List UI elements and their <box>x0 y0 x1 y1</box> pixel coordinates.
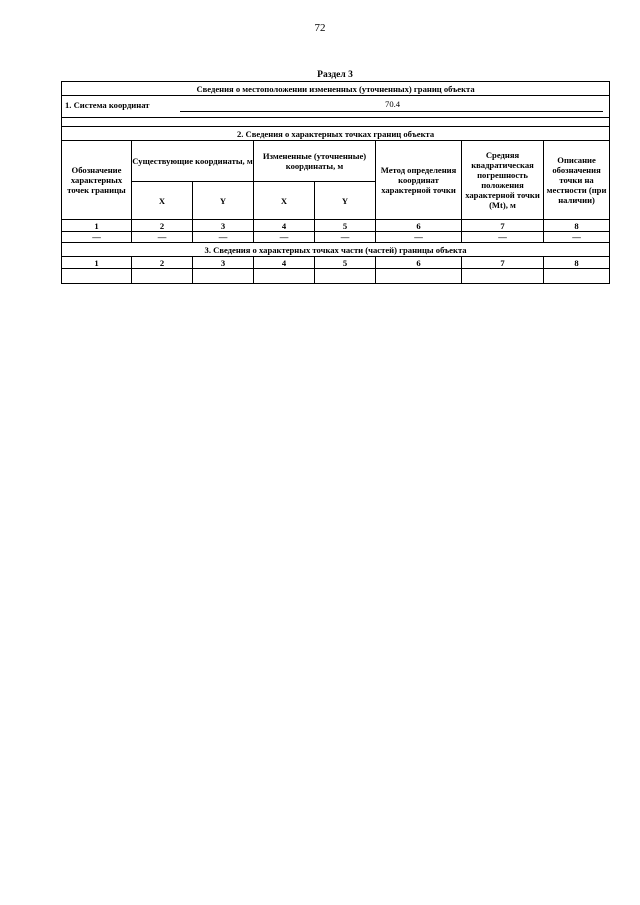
table-row <box>62 232 610 243</box>
header-existing-coords: Существующие координаты, м <box>132 141 254 182</box>
table-cell: — <box>544 232 610 243</box>
block3-title: 3. Сведения о характерных точках части (частей) границы объекта <box>62 243 610 257</box>
header-changed-coords: Измененные (уточненные) координаты, м <box>254 141 376 182</box>
column-number: 5 <box>315 220 376 232</box>
column-number: 8 <box>544 220 610 232</box>
header-y-existing: Y <box>193 182 254 220</box>
column-number: 7 <box>462 257 544 269</box>
table-cell <box>62 269 132 284</box>
column-number: 4 <box>254 257 315 269</box>
block3-column-number-row <box>62 257 610 269</box>
header-x-existing: X <box>132 182 193 220</box>
header-x-changed: X <box>254 182 315 220</box>
page-number: 72 <box>314 22 326 34</box>
column-number: 7 <box>462 220 544 232</box>
coordinate-system-row <box>62 96 610 118</box>
table-cell <box>132 269 193 284</box>
table-row <box>62 269 610 284</box>
table-cell: — <box>254 232 315 243</box>
table-cell: — <box>376 232 462 243</box>
table-cell: — <box>462 232 544 243</box>
column-number: 4 <box>254 220 315 232</box>
table-cell <box>315 269 376 284</box>
table-cell <box>193 269 254 284</box>
column-number-row <box>62 220 610 232</box>
header-y-changed: Y <box>315 182 376 220</box>
column-number: 1 <box>62 220 132 232</box>
column-number: 6 <box>376 257 462 269</box>
column-number: 1 <box>62 257 132 269</box>
table-cell: — <box>62 232 132 243</box>
table-cell <box>254 269 315 284</box>
table-title: Сведения о местоположении измененных (уточненных) границ объекта <box>62 82 610 96</box>
column-number: 3 <box>193 220 254 232</box>
header-mean-error: Средняя квадратическая погрешность положения характерной точки (Mt), м <box>462 141 544 220</box>
coordinate-system-label: 1. Система координат <box>65 100 150 110</box>
column-number: 2 <box>132 257 193 269</box>
column-number: 5 <box>315 257 376 269</box>
coordinate-system-value: 70.4 <box>180 99 603 112</box>
table-cell: — <box>132 232 193 243</box>
table-cell <box>376 269 462 284</box>
header-designation: Обозначение характерных точек границы <box>62 141 132 220</box>
table-cell <box>462 269 544 284</box>
column-number: 8 <box>544 257 610 269</box>
header-description: Описание обозначения точки на местности (при наличии) <box>544 141 610 220</box>
column-number: 6 <box>376 220 462 232</box>
block2-title: 2. Сведения о характерных точках границ объекта <box>62 127 610 141</box>
column-number: 3 <box>193 257 254 269</box>
column-number: 2 <box>132 220 193 232</box>
table-cell: — <box>193 232 254 243</box>
table-cell: — <box>315 232 376 243</box>
header-method: Метод определения координат характерной точки <box>376 141 462 220</box>
section-title: Раздел 3 <box>317 70 353 80</box>
table-cell <box>544 269 610 284</box>
spacer-row <box>62 118 610 127</box>
boundary-info-table <box>61 81 610 284</box>
